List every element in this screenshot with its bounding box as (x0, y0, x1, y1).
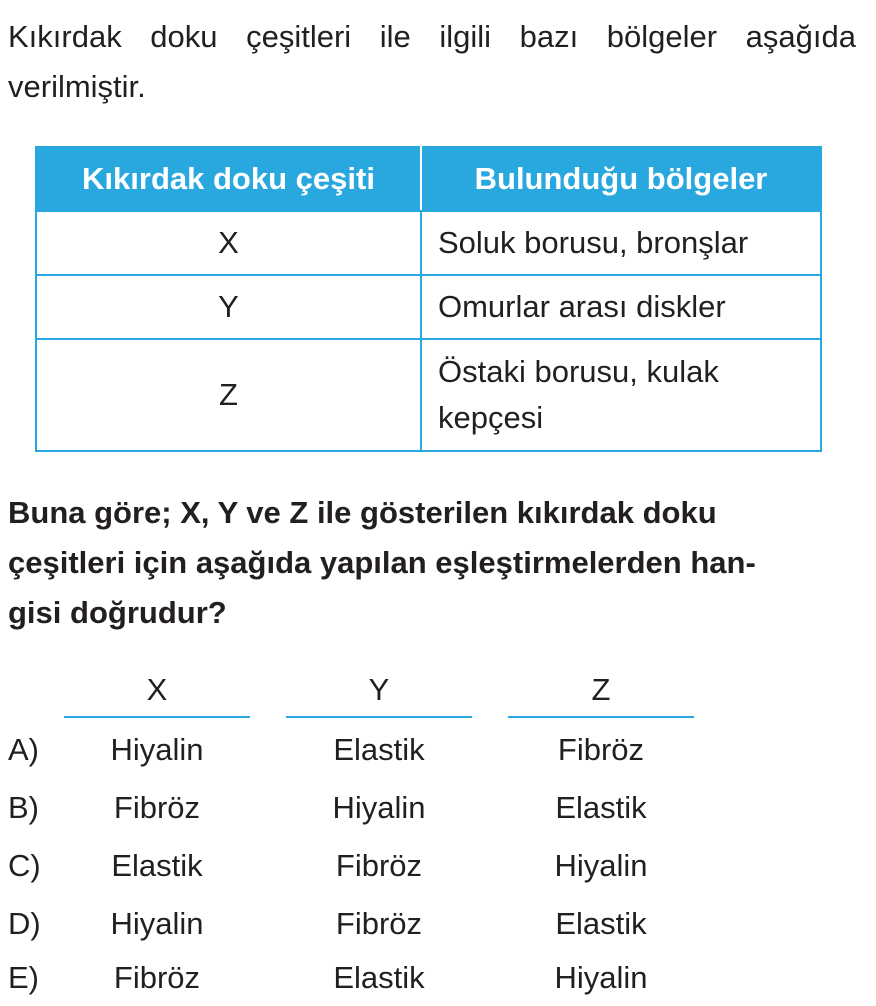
options-header-x: X (146, 672, 168, 707)
cell-type-z: Z (36, 339, 421, 451)
table-row (36, 339, 821, 451)
option-letter: D) (8, 906, 41, 941)
options-header-rule-y (286, 716, 472, 718)
intro-text (8, 12, 856, 112)
option-letter: E) (8, 960, 39, 995)
intro-line-2: verilmiştir. (8, 69, 146, 104)
option-letter: A) (8, 732, 39, 767)
question-line-3: gisi doğrudur? (8, 595, 227, 630)
question-line-2: çeşitleri için aşağıda yapılan eşleştirmelerden han- (8, 545, 756, 580)
cartilage-table (35, 146, 822, 452)
options-header-rule-x (64, 716, 250, 718)
cell-type-y: Y (36, 275, 421, 339)
options-header-y: Y (368, 672, 390, 707)
question-line-1: Buna göre; X, Y ve Z ile gösterilen kıkırdak doku (8, 495, 717, 530)
option-value-y: Elastik (333, 960, 425, 995)
option-value-z: Hiyalin (554, 848, 648, 883)
option-value-y: Fibröz (335, 906, 423, 941)
option-value-x: Fibröz (113, 790, 201, 825)
option-value-x: Hiyalin (110, 906, 204, 941)
option-value-z: Fibröz (557, 732, 645, 767)
option-a[interactable] (0, 722, 876, 778)
options-header-z: Z (591, 672, 611, 707)
option-value-z: Hiyalin (554, 960, 648, 995)
header-regions: Bulunduğu bölgeler (421, 147, 821, 211)
option-c[interactable] (0, 838, 876, 894)
option-value-x: Elastik (111, 848, 203, 883)
option-value-y: Hiyalin (332, 790, 426, 825)
option-value-y: Elastik (333, 732, 425, 767)
question-text (8, 488, 854, 638)
option-d[interactable] (0, 896, 876, 952)
header-cartilage-type: Kıkırdak doku çeşiti (36, 147, 421, 211)
cell-regions-y: Omurlar arası diskler (421, 275, 821, 339)
options-header-rule-z (508, 716, 694, 718)
intro-line-1: Kıkırdak doku çeşitleri ile ilgili bazı bölgeler aşağıda (8, 19, 856, 54)
cell-type-x: X (36, 211, 421, 275)
option-value-x: Fibröz (113, 960, 201, 995)
table-header-row (36, 147, 821, 211)
option-letter: B) (8, 790, 39, 825)
option-b[interactable] (0, 780, 876, 836)
option-value-z: Elastik (555, 790, 647, 825)
option-e[interactable] (0, 950, 876, 1006)
cell-regions-z-line-2: kepçesi (438, 400, 544, 435)
cell-regions-z (421, 339, 821, 451)
cell-regions-x: Soluk borusu, bronşlar (421, 211, 821, 275)
option-value-y: Fibröz (335, 848, 423, 883)
table-row (36, 211, 821, 275)
cell-regions-z-line-1: Östaki borusu, kulak (438, 354, 719, 389)
option-value-x: Hiyalin (110, 732, 204, 767)
option-value-z: Elastik (555, 906, 647, 941)
table-row (36, 275, 821, 339)
option-letter: C) (8, 848, 41, 883)
